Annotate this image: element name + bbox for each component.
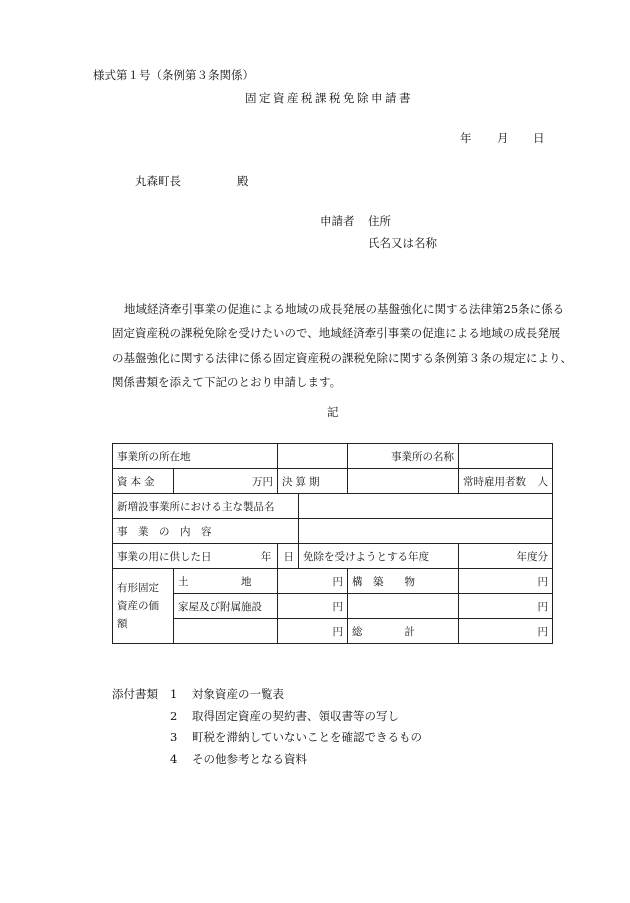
business-start-year: 年 bbox=[260, 550, 272, 563]
attachment-number: 1 bbox=[170, 687, 178, 701]
attachment-text: その他参考となる資料 bbox=[192, 751, 307, 766]
body-line: の基盤強化に関する法律に係る固定資産税の課税免除に関する条例第３条の規定により、 bbox=[112, 350, 572, 365]
attachment-number: 3 bbox=[170, 730, 178, 744]
applicant-label: 申請者 bbox=[320, 214, 355, 228]
land-label: 土 地 bbox=[174, 569, 278, 594]
main-products-value[interactable] bbox=[299, 494, 553, 519]
total-label: 総 計 bbox=[348, 619, 459, 644]
land-value[interactable]: 円 bbox=[278, 569, 348, 594]
table-row bbox=[113, 494, 553, 519]
structure-label: 構 築 物 bbox=[348, 569, 459, 594]
structure-value[interactable]: 円 bbox=[459, 569, 553, 594]
attachment-text: 取得固定資産の契約書、領収書等の写し bbox=[192, 708, 399, 723]
building-label: 家屋及び附属施設 bbox=[174, 594, 278, 619]
blank-label bbox=[348, 594, 459, 619]
business-start-day: 日 bbox=[278, 544, 299, 569]
application-table bbox=[112, 443, 553, 644]
attachment-text: 対象資産の一覧表 bbox=[192, 687, 284, 701]
application-body bbox=[112, 297, 572, 394]
form-label: 様式第１号（条例第３条関係） bbox=[93, 68, 254, 82]
addressee-name: 丸森町長 bbox=[135, 174, 181, 188]
table-row bbox=[113, 469, 553, 494]
document-title: 固定資産税課税免除申請書 bbox=[245, 91, 413, 105]
ki-mark: 記 bbox=[327, 405, 339, 419]
total-value[interactable]: 円 bbox=[459, 619, 553, 644]
blank-value[interactable]: 円 bbox=[459, 594, 553, 619]
list-item bbox=[112, 684, 422, 706]
table-row bbox=[113, 444, 553, 469]
fiscal-period-label: 決算期 bbox=[278, 469, 348, 494]
office-location-label: 事業所の所在地 bbox=[113, 444, 278, 469]
table-row bbox=[113, 569, 553, 594]
attachments-heading: 添付書類 bbox=[112, 687, 158, 701]
exemption-year-label: 免除を受けようとする年度 bbox=[299, 544, 459, 569]
body-line: 関係書類を添えて下記のとおり申請します。 bbox=[112, 374, 342, 389]
fiscal-period-value[interactable] bbox=[348, 469, 459, 494]
attachment-number: 4 bbox=[170, 751, 178, 766]
building-value[interactable]: 円 bbox=[278, 594, 348, 619]
business-content-value[interactable] bbox=[299, 519, 553, 544]
asset-value-label: 有形固定資産の価額 bbox=[113, 569, 174, 644]
list-item bbox=[112, 727, 422, 749]
office-name-label: 事業所の名称 bbox=[348, 444, 459, 469]
body-line: 固定資産税の課税免除を受けたいので、地域経済牽引事業の促進による地域の成長発展 bbox=[112, 326, 561, 341]
exemption-year-value[interactable]: 年度分 bbox=[459, 544, 553, 569]
date-day-label: 日 bbox=[533, 131, 545, 145]
business-start-label: 事業の用に供した日 bbox=[117, 550, 212, 563]
office-location-value[interactable] bbox=[278, 444, 348, 469]
employees-cell[interactable] bbox=[459, 469, 553, 494]
employees-unit: 人 bbox=[537, 475, 548, 488]
blank-label bbox=[174, 619, 278, 644]
list-item bbox=[112, 749, 422, 771]
attachment-text: 町税を滞納していないことを確認できるもの bbox=[192, 730, 422, 744]
table-row bbox=[113, 519, 553, 544]
main-products-label: 新増設事業所における主な製品名 bbox=[113, 494, 299, 519]
table-row bbox=[113, 594, 553, 619]
subtotal-value[interactable]: 円 bbox=[278, 619, 348, 644]
table-row bbox=[113, 544, 553, 569]
list-item bbox=[112, 706, 422, 728]
table-row bbox=[113, 619, 553, 644]
attachment-number: 2 bbox=[170, 708, 178, 723]
date-year-label: 年 bbox=[460, 131, 472, 145]
office-name-value[interactable] bbox=[459, 444, 553, 469]
employees-label: 常時雇用者数 bbox=[463, 475, 526, 488]
business-start-cell[interactable] bbox=[113, 544, 278, 569]
attachments-list bbox=[112, 684, 422, 770]
applicant-name-label: 氏名又は名称 bbox=[368, 236, 437, 250]
business-content-label: 事 業 の 内 容 bbox=[113, 519, 299, 544]
applicant-address-label: 住所 bbox=[368, 214, 391, 228]
addressee-honorific: 殿 bbox=[237, 174, 249, 188]
capital-label: 資本金 bbox=[113, 469, 174, 494]
capital-value[interactable]: 万円 bbox=[174, 469, 278, 494]
body-line: 地域経済牽引事業の促進による地域の成長発展の基盤強化に関する法律第25条に係る bbox=[124, 302, 565, 316]
date-month-label: 月 bbox=[497, 131, 509, 145]
